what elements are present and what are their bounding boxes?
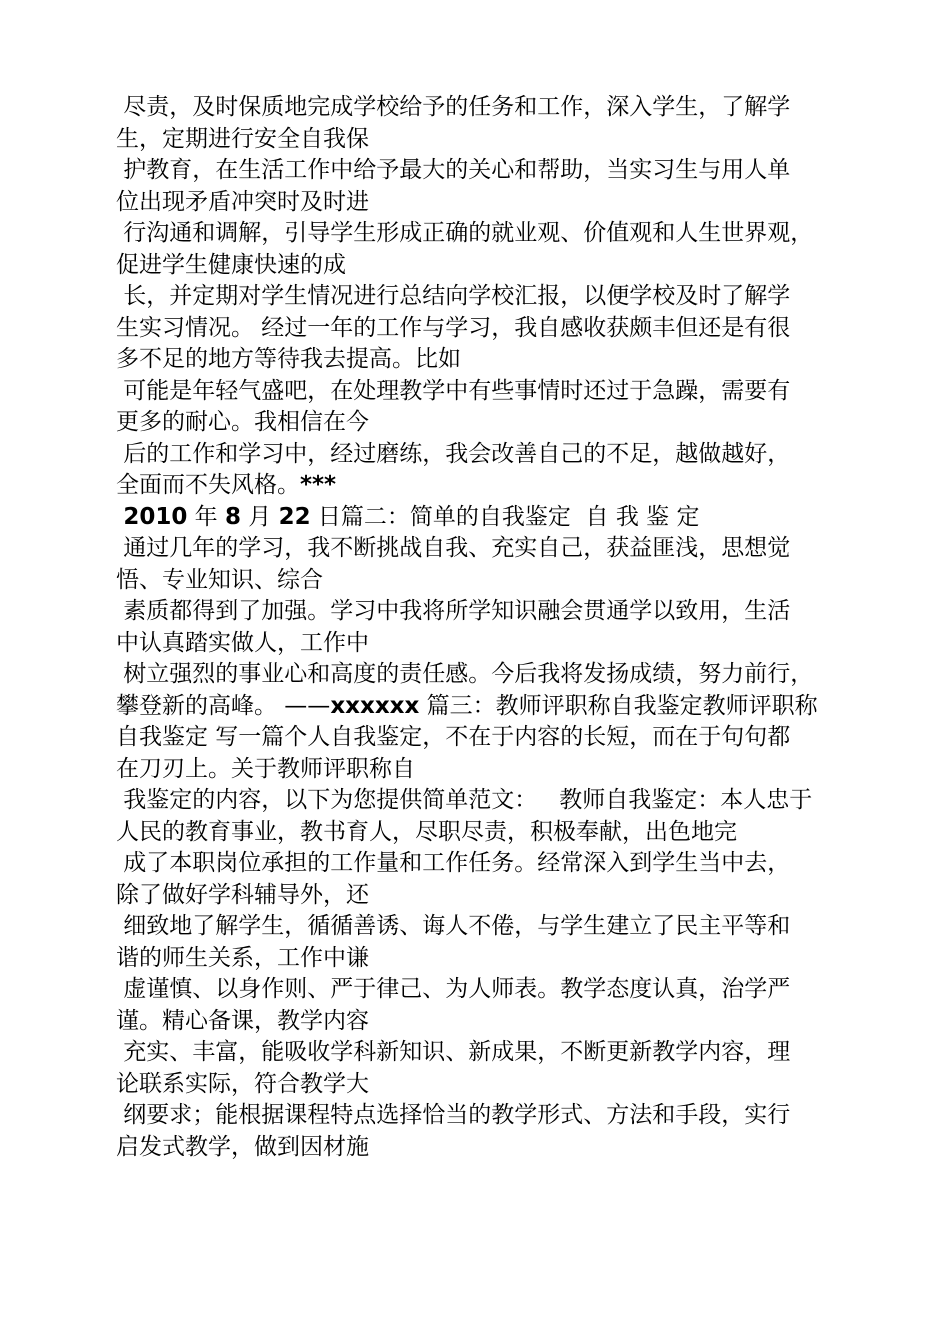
text-run-bold: xxxxxx (330, 692, 420, 719)
text-line: 谨。精心备课，教学内容 (116, 1007, 369, 1034)
text-line: 通过几年的学习，我不断挑战自我、充实自己，获益匪浅，思想觉 (116, 535, 791, 561)
text-line: 护教育，在生活工作中给予最大的关心和帮助，当实习生与用人单 (116, 157, 791, 183)
text-line: 自我鉴定 写一篇个人自我鉴定，不在于内容的长短，而在于句句都 (116, 724, 791, 750)
text-run: 日篇二：简单的自我鉴定 自 我 鉴 定 (310, 503, 700, 530)
text-run: 篇三：教师评职称自我鉴定教师评职称 (419, 692, 818, 719)
text-line: 行沟通和调解，引导学生形成正确的就业观、价值观和人生世界观， (116, 220, 814, 246)
text-line: 充实、丰富，能吸收学科新知识、新成果，不断更新教学内容，理 (116, 1039, 791, 1065)
text-run: 月 (240, 503, 279, 530)
text-line: 可能是年轻气盛吧，在处理教学中有些事情时还过于急躁，需要有 (116, 377, 791, 404)
text-line (116, 470, 836, 502)
text-line: 细致地了解学生，循循善诱、诲人不倦，与学生建立了民主平等和 (116, 913, 791, 939)
text-line: 树立强烈的事业心和高度的责任感。今后我将发扬成绩，努力前行， (116, 661, 814, 687)
text-line: 中认真踏实做人，工作中 (116, 629, 369, 656)
text-line: 生，定期进行安全自我保 (116, 125, 369, 152)
text-line: 除了做好学科辅导外，还 (116, 881, 369, 908)
text-line: 生实习情况。 经过一年的工作与学习，我自感收获颇丰但还是有很 (116, 314, 791, 341)
text-line: 后的工作和学习中，经过磨练，我会改善自己的不足，越做越好， (116, 440, 791, 467)
text-line: 成了本职岗位承担的工作量和工作任务。经常深入到学生当中去， (116, 850, 791, 876)
text-line: 人民的教育事业，教书育人，尽职尽责，积极奉献，出色地完 (116, 818, 737, 845)
text-line: 素质都得到了加强。学习中我将所学知识融会贯通学以致用，生活 (116, 598, 791, 624)
text-run: 年 (187, 503, 225, 530)
text-line: 纲要求；能根据课程特点选择恰当的教学形式、方法和手段，实行 (116, 1102, 791, 1128)
text-run-bold: 2010 (123, 503, 188, 530)
text-run: 全面而不失风格。 (116, 472, 300, 498)
text-line: 位出现矛盾冲突时及时进 (116, 188, 369, 215)
text-line: 长，并定期对学生情况进行总结向学校汇报，以便学校及时了解学 (116, 283, 791, 309)
document-body-text (116, 92, 836, 1163)
text-line: 虚谨慎、以身作则、严于律己、为人师表。教学态度认真，治学严 (116, 976, 791, 1002)
text-line: 尽责，及时保质地完成学校给予的任务和工作，深入学生，了解学 (116, 94, 791, 120)
text-line: 论联系实际，符合教学大 (116, 1070, 369, 1097)
text-line (116, 691, 836, 723)
text-line: 我鉴定的内容，以下为您提供简单范文： 教师自我鉴定：本人忠于 (116, 787, 813, 813)
text-line: 启发式教学，做到因材施 (116, 1133, 369, 1160)
text-run-bold: 22 (278, 503, 311, 530)
text-line: 在刀刃上。关于教师评职称自 (116, 755, 415, 782)
text-line: 促进学生健康快速的成 (116, 251, 346, 278)
text-line: 谐的师生关系，工作中谦 (116, 944, 369, 971)
text-line: 多不足的地方等待我去提高。比如 (116, 346, 461, 372)
text-line (116, 502, 836, 534)
text-line: 更多的耐心。我相信在今 (116, 409, 369, 435)
text-run-bold: 8 (224, 503, 241, 530)
text-run: 攀登新的高峰。 —— (116, 692, 331, 719)
text-line: 悟、专业知识、综合 (116, 566, 323, 593)
text-run-bold: *** (300, 472, 337, 498)
